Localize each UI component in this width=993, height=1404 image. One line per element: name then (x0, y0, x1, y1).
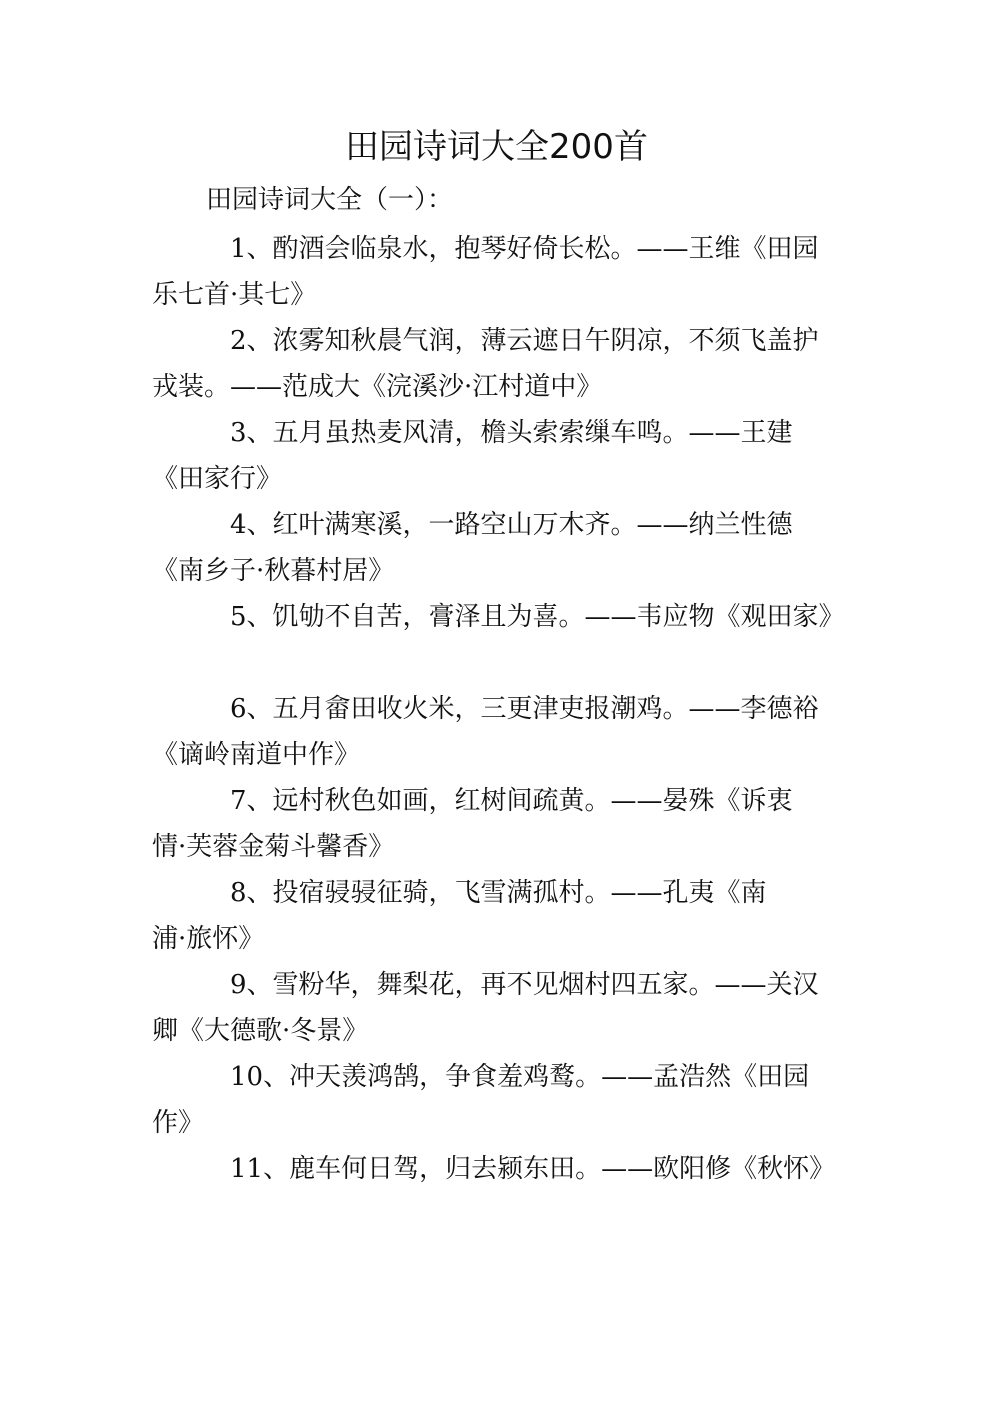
poem-entry (152, 962, 842, 1054)
poem-line: 11、鹿车何日驾，归去颍东田。——欧阳修《秋怀》 (230, 1154, 836, 1184)
poem-line: 3、五月虽热麦风清，檐头索索缫车鸣。——王建 (230, 418, 793, 448)
section-heading: 田园诗词大全（一）： (206, 185, 454, 215)
poem-line: 《谪岭南道中作》 (152, 740, 361, 770)
poem-line: 10、冲天羡鸿鹄，争食羞鸡鹜。——孟浩然《田园 (230, 1062, 810, 1092)
poem-line: 情·芙蓉金菊斗馨香》 (152, 832, 395, 862)
poem-entry (152, 410, 842, 502)
poem-entry (152, 1054, 842, 1146)
poem-entry (152, 226, 842, 318)
poem-line: 6、五月畲田收火米，三更津吏报潮鸡。——李德裕 (230, 694, 819, 724)
poem-line: 《田家行》 (152, 464, 283, 494)
poem-entry (152, 870, 842, 962)
poem-line: 《南乡子·秋暮村居》 (152, 556, 395, 586)
poem-line: 2、浓雾知秋晨气润，薄云遮日午阴凉，不须飞盖护 (230, 326, 819, 356)
poem-entry (152, 778, 842, 870)
poem-list (152, 226, 845, 1192)
poem-entry (152, 594, 845, 686)
poem-line: 1、酌酒会临泉水，抱琴好倚长松。——王维《田园 (230, 234, 819, 264)
poem-line: 7、远村秋色如画，红树间疏黄。——晏殊《诉衷 (230, 786, 793, 816)
poem-line: 卿《大德歌·冬景》 (152, 1016, 369, 1046)
blank-line (152, 640, 842, 686)
poem-line: 4、红叶满寒溪，一路空山万木齐。——纳兰性德 (230, 510, 793, 540)
poem-line: 作》 (152, 1108, 205, 1138)
poem-line: 戎装。——范成大《浣溪沙·江村道中》 (152, 372, 603, 402)
poem-entry (152, 502, 842, 594)
poem-line: 9、雪粉华，舞梨花，再不见烟村四五家。——关汉 (230, 970, 819, 1000)
poem-line: 5、饥劬不自苦，膏泽且为喜。——韦应物《观田家》 (230, 602, 845, 632)
poem-entry (152, 686, 842, 778)
page-title: 田园诗词大全200首 (345, 127, 648, 167)
poem-entry (152, 318, 842, 410)
poem-entry (152, 1146, 842, 1192)
poem-line: 浦·旅怀》 (152, 924, 265, 954)
poem-line: 乐七首·其七》 (152, 280, 317, 310)
poem-line: 8、投宿骎骎征骑，飞雪满孤村。——孔夷《南 (230, 878, 767, 908)
